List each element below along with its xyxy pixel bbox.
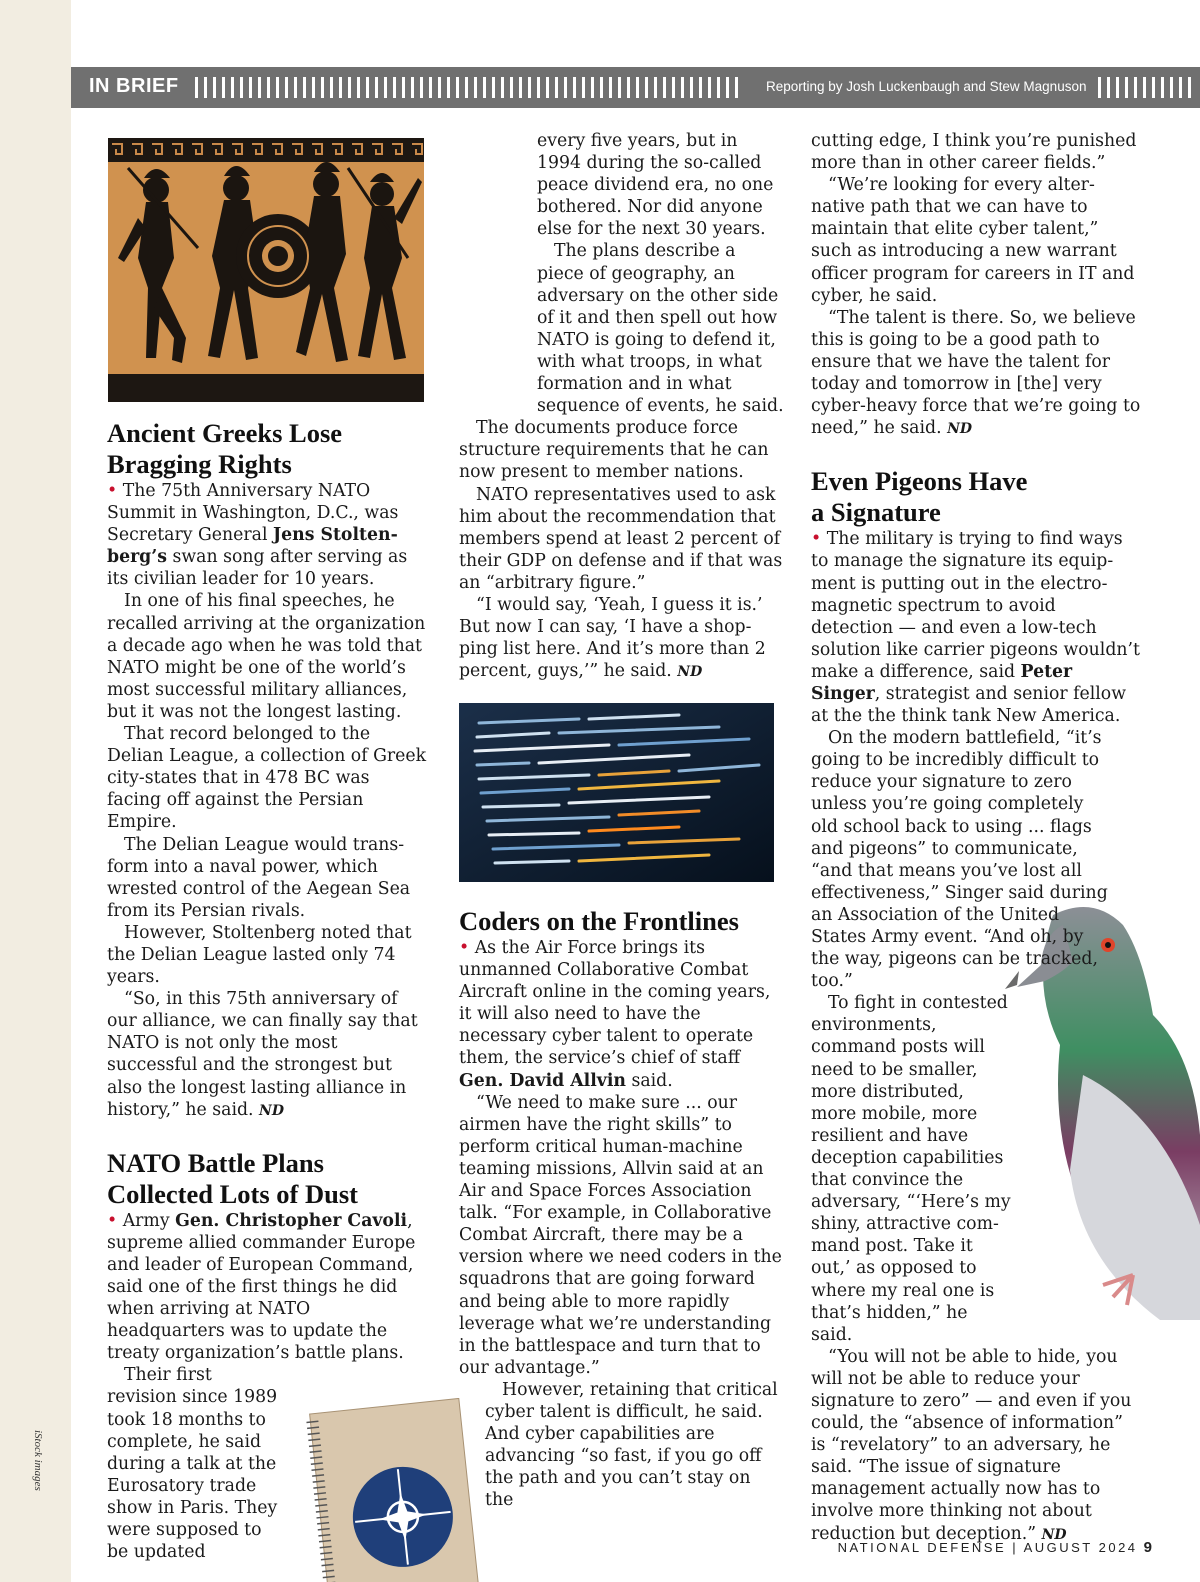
bullet-marker: • xyxy=(811,529,822,550)
headline-coders-frontlines: Coders on the Frontlines xyxy=(459,906,739,936)
paragraph: The Delian League would transform into a naval power, which wrested control of the Aegean Sea from its Persian rivals. xyxy=(107,834,411,921)
headline-ancient-greeks: Ancient Greeks Lose Bragging Rights xyxy=(107,418,343,479)
story-nato-battle-plans xyxy=(107,1148,427,1564)
paragraph: “We’re looking for every alternative path that we can have to maintain that elite cyber talent,” such as introducing a new warrant officer program for careers in IT and cyber, he said. xyxy=(811,175,1135,306)
lead-paragraph xyxy=(107,1210,427,1365)
paragraph-text: “The talent is there. So, we believe this is going to be a good path to ensure that we have the talent for today and tomorrow in [the] very cyber-heavy force that we’re going to need,” he said. xyxy=(811,307,1141,439)
lead-paragraph xyxy=(107,480,427,590)
paragraph xyxy=(459,594,784,683)
code-screen-image xyxy=(459,703,774,882)
column-1 xyxy=(107,418,427,1563)
section-banner xyxy=(71,67,1200,108)
publication-name: NATIONAL DEFENSE xyxy=(837,1540,1007,1555)
section-title: IN BRIEF xyxy=(89,75,179,97)
lead-text: , strategist and senior fellow at the the think tank New America. xyxy=(811,683,1126,727)
paragraph: The documents produce force structure requirements that he can now present to member nations. xyxy=(459,418,769,483)
lead-paragraph xyxy=(811,528,1141,727)
story-nato-battle-plans-continued xyxy=(459,130,784,417)
lead-text: , supreme allied commander Europe and leader of European Command, said one of the first things he did when arriving at NATO headquarters was to update the treaty organization’s battle plans. xyxy=(107,1210,416,1364)
lead-text: The 75th Anniversary NATO Summit in Washington, D.C., was Secretary General xyxy=(107,481,399,546)
paragraph: On the modern battlefield, “it’s going to be incredibly difficult to reduce your signature to zero unless you’re going completely old school back to using ... flags and pigeons” to communicate, “and that means you’ve lost all effectiveness,” Singer said during an Association of the United States Army event. “And oh, by the way, pigeons can be tracked, too.” xyxy=(811,728,1108,992)
person-name: Peter Singer xyxy=(811,661,1073,704)
magazine-page xyxy=(71,0,1200,1582)
code-screen-illustration xyxy=(459,703,774,882)
headline-pigeons-signature: Even Pigeons Have a Signature xyxy=(811,466,1028,528)
paragraph: However, Stoltenberg noted that the Delian League lasted only 74 years. xyxy=(107,922,412,988)
paragraph: Their first revision since 1989 took 18 months to complete, he said during a talk at the Eurosatory trade show in Paris. They were supposed to be updated xyxy=(107,1365,278,1563)
paragraph: That record belonged to the Delian League, a collection of Greek city-states that in 478 BC was facing off against the Persian Empire. xyxy=(107,724,427,833)
bullet-marker: • xyxy=(107,1210,118,1231)
greek-warriors-image xyxy=(108,138,424,402)
person-name: Gen. David Allvin xyxy=(459,1070,626,1091)
person-name: Gen. Christopher Cavoli xyxy=(175,1210,408,1231)
footer-separator: | xyxy=(1012,1540,1019,1555)
paragraph: In one of his final speeches, he recalled arriving at the organization a decade ago when he was told that NATO might be one of the world’s most successful military alliances, but it was not the longest lasting. xyxy=(107,591,426,722)
person-name: Jens Stoltenberg’s xyxy=(107,525,398,568)
signoff-mark: ND xyxy=(677,664,703,681)
page-number: 9 xyxy=(1143,1539,1152,1556)
story-pigeons-signature xyxy=(811,466,1141,1545)
column-2 xyxy=(459,130,784,683)
paragraph: cutting edge, I think you’re punished more than in other career fields.” xyxy=(811,131,1137,174)
lead-text: The military is trying to find ways to manage the signature its equipment is putting out in the electromagnetic spectrum to avoid detection — and even a low-tech solution like carrier pigeons wouldn’t make a difference, said xyxy=(811,529,1140,682)
story-coders-continued xyxy=(811,130,1141,440)
signoff-mark: ND xyxy=(1041,1526,1067,1543)
page-footer xyxy=(838,1539,1152,1556)
paragraph: The plans describe a piece of geography, an adversary on the other side of it and then spell out how NATO is going to defend it, with what troops, in what formation and in what sequence of events, he said. xyxy=(537,241,784,417)
headline-nato-battle-plans: NATO Battle Plans Collected Lots of Dust xyxy=(107,1147,358,1209)
bullet-marker: • xyxy=(107,481,118,501)
story-coders-frontlines xyxy=(459,906,784,1511)
paragraph: However, retaining that critical cyber talent is difficult, he said. And cyber capabilities are advancing “so fast, if you go off the path and you can’t stay on the xyxy=(485,1379,778,1511)
banner-stripes-left xyxy=(195,77,743,98)
column-3 xyxy=(811,130,1141,1546)
paragraph: NATO representatives used to ask him about the recommendation that members spend at least 2 percent of their GDP on defense and if that was an “arbitrary figure.” xyxy=(459,484,783,593)
paragraph-text: “I would say, ‘Yeah, I guess it is.’ But now I can say, ‘I have a shopping list here. And it’s more than 2 percent, guys,’” he said. xyxy=(459,594,766,682)
paragraph-text: “So, in this 75th anniversary of our alliance, we can finally say that NATO is not only the most successful and the strongest but also the longest lasting alliance in history,” he said. xyxy=(107,989,418,1120)
bullet-marker: • xyxy=(459,938,470,958)
paragraph xyxy=(107,988,427,1122)
paragraph xyxy=(811,1346,1141,1546)
paragraph-text: “You will not be able to hide, you will not be able to reduce your signature to zero” — and even if you could, the “absence of information” is “revelatory” to an adversary, he said. “The issue of signature management actually now has to involve more thinking not about reduction but deception.” xyxy=(811,1346,1132,1544)
story-ancient-greeks xyxy=(107,418,427,1122)
paragraph: every five years, but in 1994 during the so-called peace dividend era, no one bothered. Nor did anyone else for the next 30 years. xyxy=(537,131,774,240)
lead-paragraph xyxy=(459,937,784,1092)
signoff-mark: ND xyxy=(947,421,973,438)
lead-text: swan song after serving as its civilian leader for 10 years. xyxy=(107,547,408,590)
issue-date: AUGUST 2024 xyxy=(1023,1540,1138,1555)
photo-credit: iStock images xyxy=(32,1430,44,1491)
greek-warriors-illustration xyxy=(108,138,424,402)
paragraph: To fight in contested environments, command posts will need to be smaller, more distributed, more mobile, more resilient and have deception capabilities that convince the adversary, “‘Here’s my shiny, attractive command post. Take it out,’ as opposed to where my real one is that’s hidden,” he said. xyxy=(811,993,1011,1345)
lead-text: said. xyxy=(625,1070,673,1091)
column-2-lower xyxy=(459,906,784,1511)
lead-text: Army xyxy=(117,1210,176,1231)
paragraph: “We need to make sure ... our airmen have the right skills” to perform critical human-machine teaming missions, Allvin said at an Air and Space Forces Association talk. “For example, in Collaborative Combat Aircraft, there may be a version where we need coders in the squadrons that are going forward and being able to more rapidly leverage what we’re understanding in the battlespace and turn that to our advantage.” xyxy=(459,1092,782,1378)
reporting-credit: Reporting by Josh Luckenbaugh and Stew Magnuson xyxy=(766,79,1087,94)
banner-stripes-right xyxy=(1098,77,1194,98)
lead-text: As the Air Force brings its unmanned Collaborative Combat Aircraft online in the coming years, it will also need to have the necessary cyber talent to operate them, the service’s chief of staff xyxy=(459,938,771,1069)
signoff-mark: ND xyxy=(259,1102,284,1119)
paragraph xyxy=(811,307,1141,441)
